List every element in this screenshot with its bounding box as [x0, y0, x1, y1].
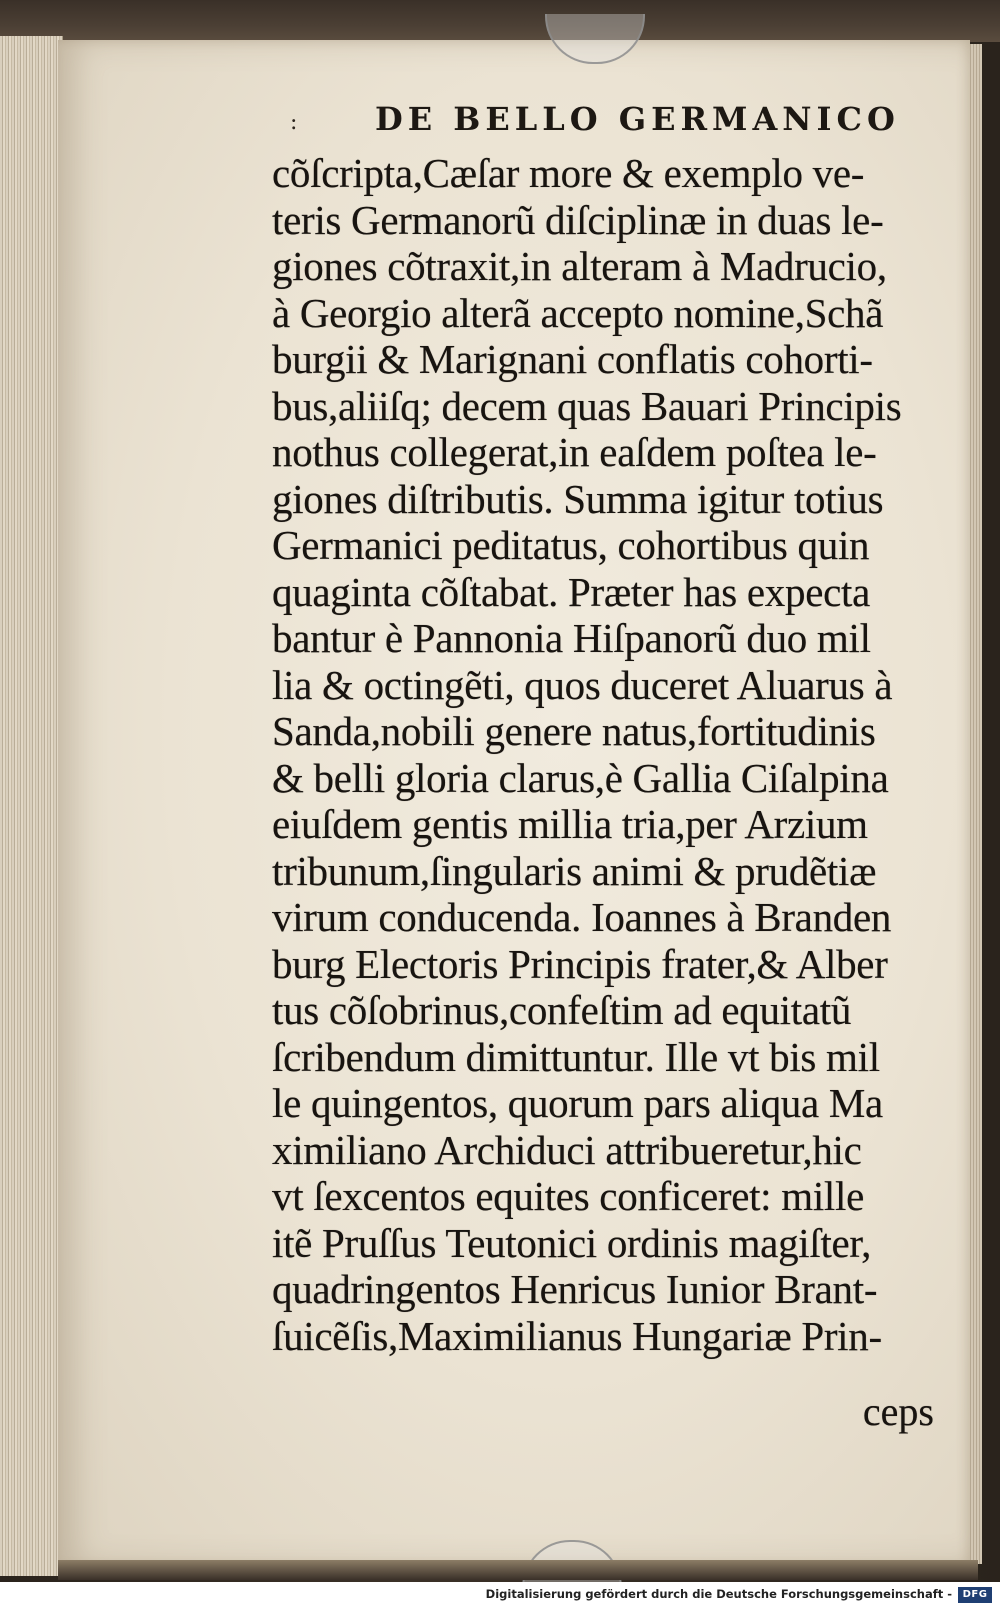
- text-line: ximiliano Archiduci attribueretur,hic: [272, 1126, 862, 1173]
- text-line: bantur è Pannonia Hiſpanorũ duo mil: [272, 615, 871, 661]
- text-line: itẽ Pruſſus Teutonici ordinis magiſter,: [272, 1219, 872, 1266]
- text-line: ſuicẽſis,Maximilianus Hungariæ Prin-: [272, 1312, 882, 1359]
- text-line: bus,aliiſq; decem quas Bauari Principis: [272, 382, 902, 429]
- text-line: le quingentos, quorum pars aliqua Ma: [272, 1080, 883, 1126]
- dfg-logo: DFG: [958, 1587, 992, 1603]
- digitization-credit: Digitalisierung gefördert durch die Deutsche Forschungsgemeinschaft -: [485, 1587, 952, 1601]
- text-line: ſcribendum dimittuntur. Ille vt bis mil: [272, 1033, 880, 1080]
- text-line: quadringentos Henricus Iunior Brant-: [272, 1266, 878, 1312]
- text-line: tribunum,ſingularis animi & prudẽtiæ: [272, 847, 877, 894]
- text-line: Sanda,nobili genere natus,fortitudinis: [272, 708, 876, 754]
- text-line: nothus collegerat,in eaſdem poſtea le-: [272, 429, 877, 475]
- text-line: teris Germanorũ diſciplinæ in duas le-: [272, 196, 884, 243]
- text-line: burgii & Marignani conflatis cohorti-: [272, 336, 873, 382]
- page-edges-right: [968, 44, 982, 1564]
- text-line: giones diſtributis. Summa igitur totius: [272, 475, 884, 522]
- text-line: giones cõtraxit,in alteram à Madrucio,: [272, 243, 887, 289]
- text-block: [272, 150, 934, 1359]
- page-bottom-edge: [58, 1560, 978, 1580]
- text-line: virum conducenda. Ioannes à Branden: [272, 894, 892, 940]
- head-mark: :: [290, 110, 298, 135]
- text-line: cõſcripta,Cæſar more & exemplo ve-: [272, 150, 865, 196]
- text-line: quaginta cõſtabat. Præter has expecta: [272, 568, 870, 615]
- text-line: vt ſexcentos equites conficeret: mille: [272, 1173, 864, 1219]
- text-line: burg Electoris Principis frater,& Alber: [272, 940, 888, 987]
- catchword: ceps: [862, 1389, 934, 1434]
- text-line: tus cõſobrinus,confeſtim ad equitatũ: [272, 987, 852, 1033]
- text-line: à Georgio alterã accepto nomine,Schã: [272, 289, 884, 336]
- text-line: lia & octingẽti, quos duceret Aluarus à: [272, 661, 893, 708]
- footer-strip: [0, 1582, 1000, 1610]
- text-line: eiuſdem gentis millia tria,per Arzium: [272, 801, 868, 847]
- book-binding: [0, 0, 1000, 42]
- text-line: Germanici peditatus, cohortibus quin: [272, 522, 870, 568]
- page-edges-left: [0, 36, 63, 1576]
- running-head: DE BELLO GERMANICO: [375, 100, 900, 138]
- text-line: & belli gloria clarus,è Gallia Ciſalpina: [272, 754, 889, 801]
